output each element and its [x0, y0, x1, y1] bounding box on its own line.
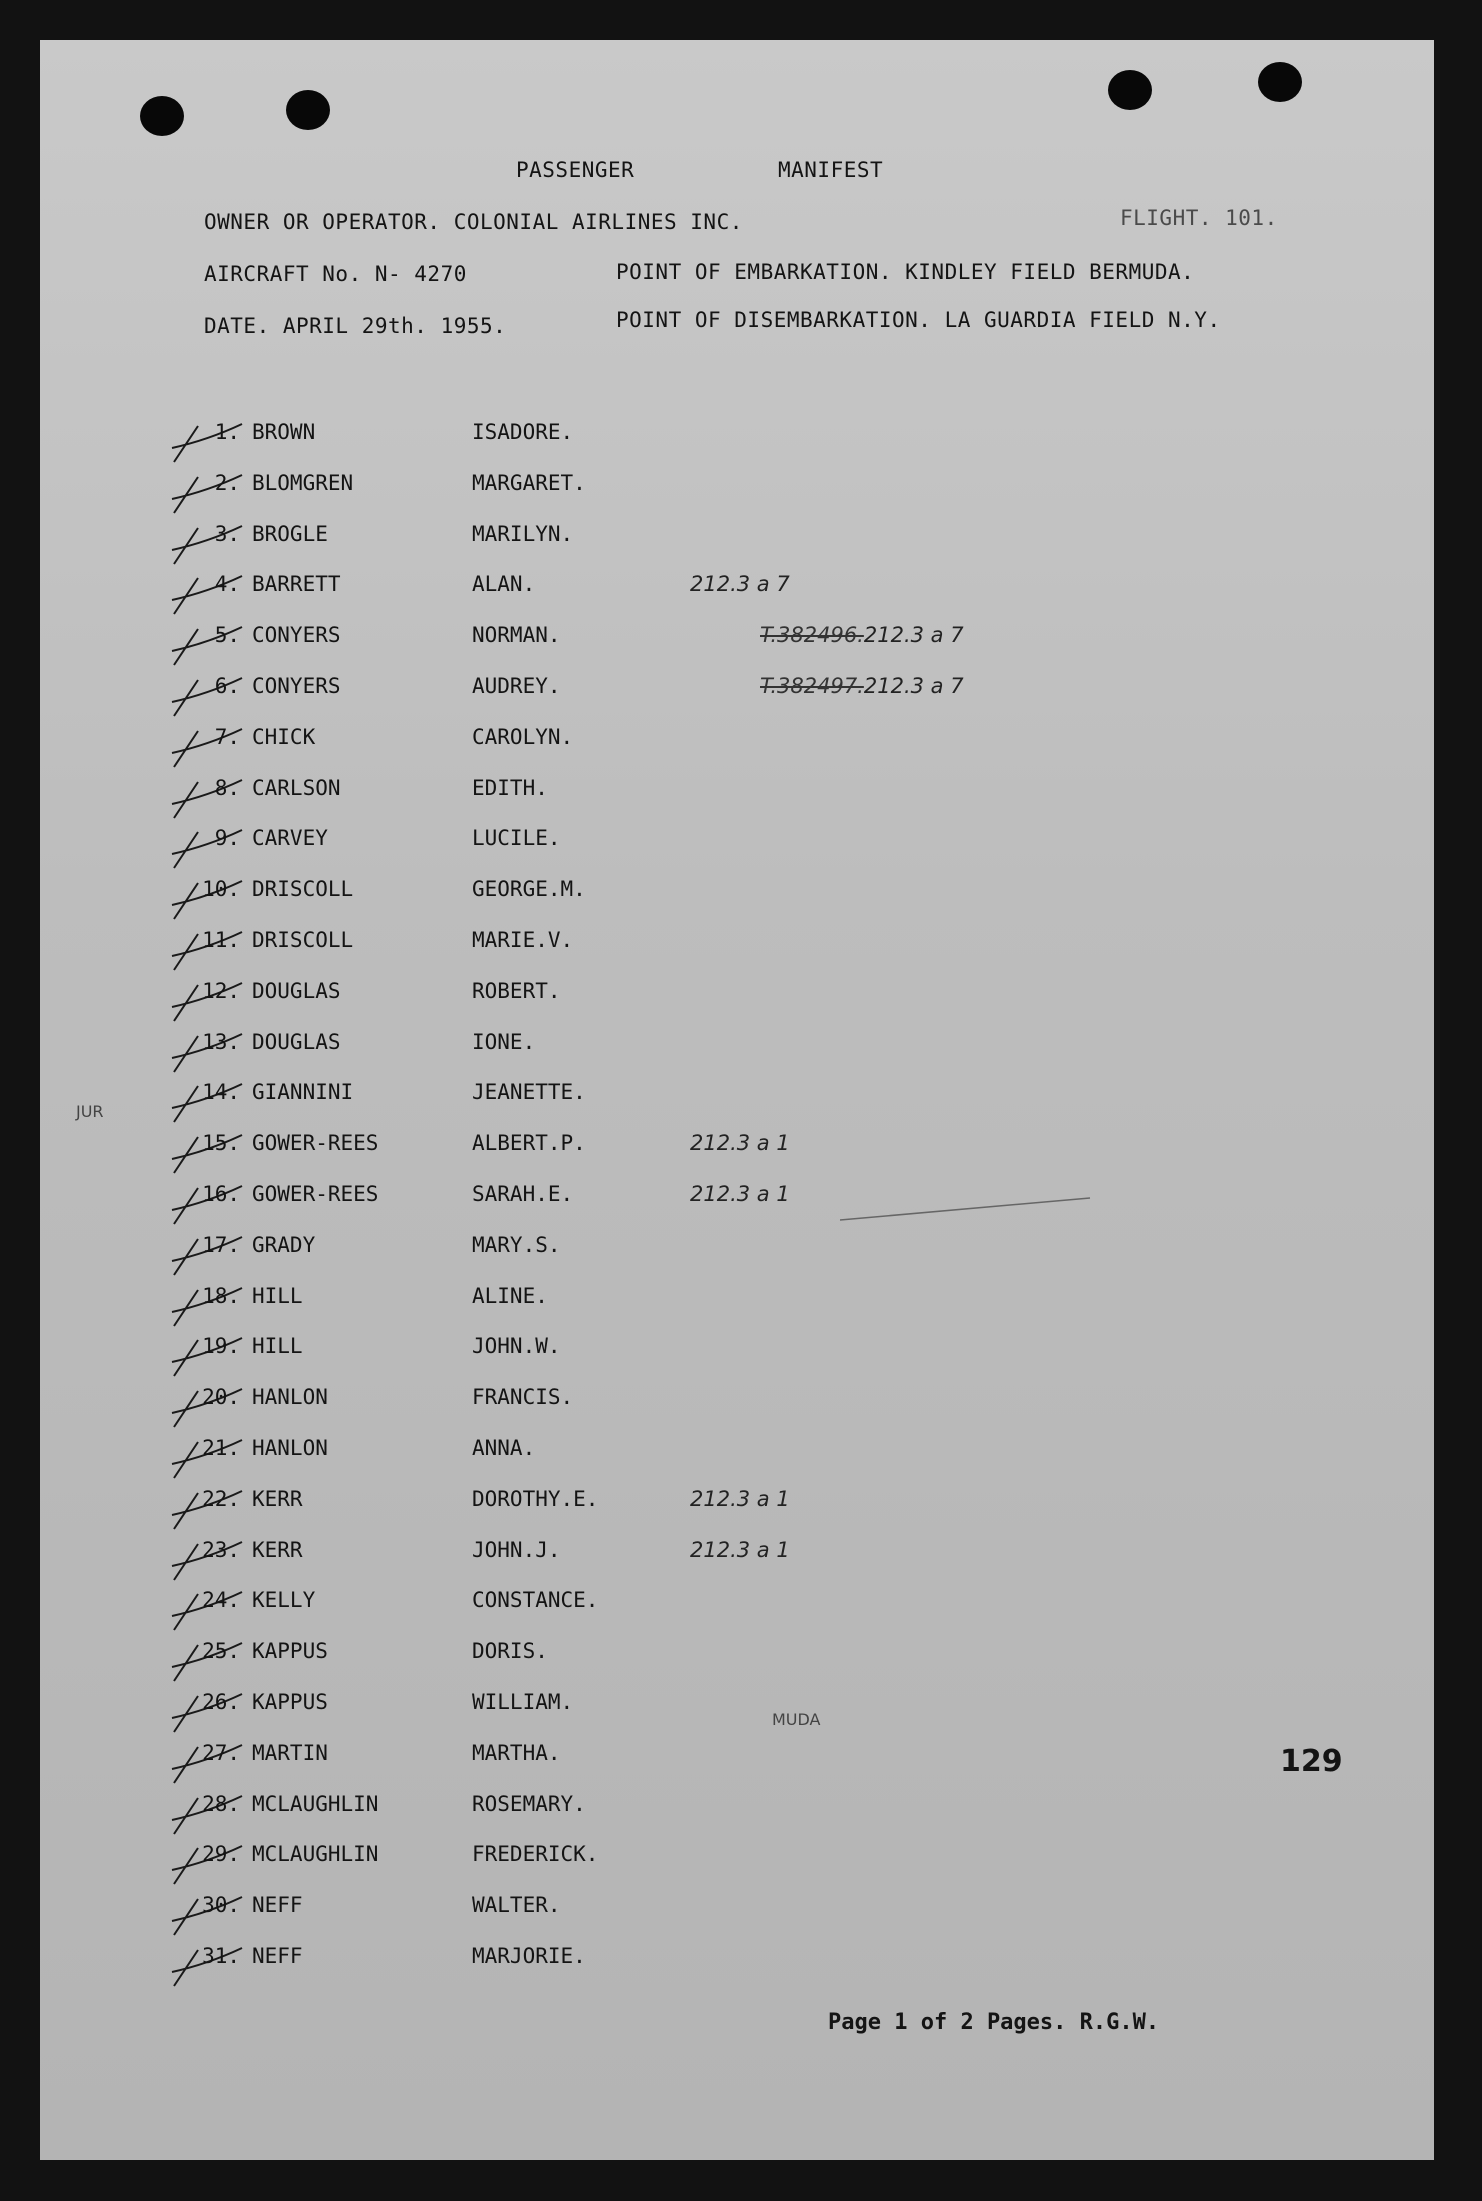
pencil-stray-line — [840, 1190, 1100, 1230]
passenger-number: 22. — [202, 1486, 240, 1511]
passenger-surname: MCLAUGHLIN — [252, 1791, 379, 1816]
passenger-number: 1. — [214, 420, 240, 444]
passenger-number: 27. — [202, 1740, 240, 1765]
handwritten-annotation — [690, 572, 790, 596]
passenger-row — [40, 1182, 1434, 1230]
passenger-given-name: DORIS. — [472, 1639, 548, 1664]
passenger-given-name: AUDREY. — [472, 674, 561, 698]
passenger-given-name: MARTHA. — [472, 1740, 561, 1765]
passenger-number: 14. — [202, 1080, 240, 1105]
passenger-row — [40, 1131, 1434, 1179]
title-passenger: PASSENGER — [516, 158, 635, 182]
passenger-number: 4. — [214, 572, 240, 597]
passenger-surname: HILL — [252, 1283, 303, 1308]
passenger-number: 2. — [214, 470, 240, 495]
passenger-surname: CHICK — [252, 724, 316, 749]
passenger-given-name: LUCILE. — [472, 826, 561, 851]
page-number: 129 — [1280, 1744, 1343, 1779]
manifest-page — [40, 40, 1434, 2160]
annotation-code: 212.3 a 1 — [690, 1537, 790, 1562]
handwritten-annotation — [690, 1487, 790, 1511]
passenger-surname: GOWER-REES — [252, 1131, 379, 1156]
punch-hole — [286, 90, 330, 130]
passenger-given-name: JEANETTE. — [472, 1080, 586, 1105]
passenger-row — [40, 826, 1434, 874]
passenger-row — [40, 1385, 1434, 1433]
manifest-date: DATE. APRIL 29th. 1955. — [204, 314, 507, 338]
passenger-surname: GRADY — [252, 1232, 316, 1257]
passenger-given-name: SARAH.E. — [472, 1182, 574, 1206]
passenger-number: 15. — [202, 1131, 240, 1156]
passenger-given-name: WILLIAM. — [472, 1690, 574, 1714]
passenger-row — [40, 674, 1434, 722]
passenger-surname: KERR — [252, 1486, 303, 1511]
passenger-number: 23. — [202, 1537, 240, 1562]
passenger-surname: KAPPUS — [252, 1690, 328, 1714]
passenger-number: 11. — [202, 928, 240, 952]
passenger-given-name: IONE. — [472, 1029, 536, 1054]
passenger-number: 17. — [202, 1232, 240, 1257]
passenger-number: 29. — [202, 1842, 240, 1867]
passenger-surname: MCLAUGHLIN — [252, 1842, 379, 1867]
passenger-surname: DRISCOLL — [252, 877, 354, 902]
passenger-number: 16. — [202, 1182, 240, 1206]
passenger-surname: DRISCOLL — [252, 928, 354, 952]
passenger-row — [40, 1690, 1434, 1738]
passenger-row — [40, 1842, 1434, 1890]
owner-operator: OWNER OR OPERATOR. COLONIAL AIRLINES INC. — [204, 210, 743, 234]
passenger-number: 8. — [214, 775, 240, 800]
passenger-row — [40, 471, 1434, 519]
handwritten-annotation — [760, 674, 964, 698]
passenger-row — [40, 1436, 1434, 1484]
passenger-row — [40, 572, 1434, 620]
passenger-number: 25. — [202, 1639, 240, 1664]
passenger-surname: CONYERS — [252, 674, 341, 698]
passenger-given-name: ALAN. — [472, 572, 536, 597]
handwritten-annotation — [690, 1538, 790, 1562]
passenger-number: 13. — [202, 1029, 240, 1054]
annotation-code: 212.3 a 1 — [690, 1182, 790, 1206]
passenger-given-name: ANNA. — [472, 1436, 536, 1460]
struck-ticket-number: T.382497. — [760, 674, 864, 698]
handwritten-annotation — [690, 1182, 790, 1206]
passenger-number: 20. — [202, 1385, 240, 1410]
passenger-row — [40, 1741, 1434, 1789]
passenger-surname: GIANNINI — [252, 1080, 354, 1105]
passenger-given-name: MARILYN. — [472, 521, 574, 546]
annotation-code: 212.3 a 7 — [690, 572, 790, 597]
passenger-row — [40, 1284, 1434, 1332]
passenger-given-name: DOROTHY.E. — [472, 1486, 599, 1511]
passenger-surname: HILL — [252, 1334, 303, 1359]
passenger-number: 28. — [202, 1791, 240, 1816]
passenger-surname: BROWN — [252, 420, 316, 444]
flight-number: FLIGHT. 101. — [1120, 206, 1278, 230]
passenger-row — [40, 877, 1434, 925]
passenger-given-name: CAROLYN. — [472, 724, 574, 749]
annotation-code: 212.3 a 7 — [863, 623, 964, 648]
passenger-row — [40, 1944, 1434, 1992]
passenger-number: 5. — [214, 623, 240, 648]
passenger-number: 7. — [214, 724, 240, 749]
passenger-row — [40, 776, 1434, 824]
passenger-given-name: JOHN.J. — [472, 1537, 561, 1562]
passenger-surname: HANLON — [252, 1436, 328, 1460]
passenger-surname: HANLON — [252, 1385, 328, 1410]
passenger-surname: DOUGLAS — [252, 978, 341, 1003]
passenger-row — [40, 420, 1434, 468]
passenger-given-name: EDITH. — [472, 775, 548, 800]
passenger-surname: KAPPUS — [252, 1639, 328, 1664]
passenger-row — [40, 1538, 1434, 1586]
passenger-number: 12. — [202, 978, 240, 1003]
passenger-given-name: NORMAN. — [472, 623, 561, 648]
passenger-given-name: CONSTANCE. — [472, 1588, 599, 1613]
passenger-number: 26. — [202, 1690, 240, 1714]
passenger-row — [40, 928, 1434, 976]
passenger-given-name: ISADORE. — [472, 420, 574, 444]
passenger-given-name: FRANCIS. — [472, 1385, 574, 1410]
passenger-surname: MARTIN — [252, 1740, 328, 1765]
passenger-given-name: ROBERT. — [472, 978, 561, 1003]
passenger-surname: CARVEY — [252, 826, 328, 851]
passenger-surname: KERR — [252, 1537, 303, 1562]
bleed-through-mark: MUDA — [772, 1710, 821, 1729]
passenger-surname: DOUGLAS — [252, 1029, 341, 1054]
passenger-row — [40, 522, 1434, 570]
passenger-row — [40, 979, 1434, 1027]
passenger-row — [40, 1792, 1434, 1840]
passenger-row — [40, 725, 1434, 773]
margin-mark: JUR — [76, 1102, 104, 1121]
passenger-given-name: MARY.S. — [472, 1232, 561, 1257]
passenger-row — [40, 1233, 1434, 1281]
passenger-surname: BROGLE — [252, 521, 328, 546]
page-footer: Page 1 of 2 Pages. R.G.W. — [828, 2010, 1160, 2035]
passenger-number: 3. — [214, 521, 240, 546]
passenger-row — [40, 1893, 1434, 1941]
handwritten-annotation — [690, 1131, 790, 1155]
passenger-surname: BLOMGREN — [252, 470, 354, 495]
passenger-given-name: JOHN.W. — [472, 1334, 561, 1359]
point-of-embarkation: POINT OF EMBARKATION. KINDLEY FIELD BERMUDA. — [616, 260, 1195, 284]
passenger-given-name: ROSEMARY. — [472, 1791, 586, 1816]
struck-ticket-number: T.382496. — [760, 623, 864, 648]
passenger-row — [40, 1588, 1434, 1636]
passenger-surname: KELLY — [252, 1588, 316, 1613]
punch-hole — [1258, 62, 1302, 102]
annotation-code: 212.3 a 7 — [863, 674, 964, 698]
passenger-row — [40, 1487, 1434, 1535]
passenger-row — [40, 1334, 1434, 1382]
handwritten-annotation — [760, 623, 964, 647]
passenger-number: 30. — [202, 1893, 240, 1918]
passenger-given-name: FREDERICK. — [472, 1842, 599, 1867]
passenger-given-name: MARJORIE. — [472, 1944, 586, 1968]
passenger-number: 24. — [202, 1588, 240, 1613]
point-of-disembarkation: POINT OF DISEMBARKATION. LA GUARDIA FIELD N.Y. — [616, 308, 1221, 332]
passenger-given-name: ALINE. — [472, 1283, 548, 1308]
aircraft-number: AIRCRAFT No. N- 4270 — [204, 262, 467, 286]
passenger-row — [40, 623, 1434, 671]
passenger-surname: GOWER-REES — [252, 1182, 379, 1206]
passenger-number: 9. — [214, 826, 240, 851]
passenger-number: 21. — [202, 1436, 240, 1460]
passenger-given-name: WALTER. — [472, 1893, 561, 1918]
passenger-number: 18. — [202, 1283, 240, 1308]
passenger-row — [40, 1639, 1434, 1687]
annotation-code: 212.3 a 1 — [690, 1486, 790, 1511]
passenger-number: 19. — [202, 1334, 240, 1359]
punch-hole — [1108, 70, 1152, 110]
passenger-number: 31. — [202, 1944, 240, 1968]
passenger-given-name: GEORGE.M. — [472, 877, 586, 902]
passenger-surname: NEFF — [252, 1893, 303, 1918]
punch-hole — [140, 96, 184, 136]
passenger-surname: CARLSON — [252, 775, 341, 800]
passenger-number: 6. — [214, 674, 240, 698]
passenger-surname: CONYERS — [252, 623, 341, 648]
passenger-surname: BARRETT — [252, 572, 341, 597]
passenger-given-name: ALBERT.P. — [472, 1131, 586, 1156]
passenger-number: 10. — [202, 877, 240, 902]
passenger-given-name: MARIE.V. — [472, 928, 574, 952]
passenger-given-name: MARGARET. — [472, 470, 586, 495]
passenger-surname: NEFF — [252, 1944, 303, 1968]
title-manifest: MANIFEST — [778, 158, 884, 182]
annotation-code: 212.3 a 1 — [690, 1131, 790, 1156]
passenger-row — [40, 1030, 1434, 1078]
passenger-row — [40, 1080, 1434, 1128]
